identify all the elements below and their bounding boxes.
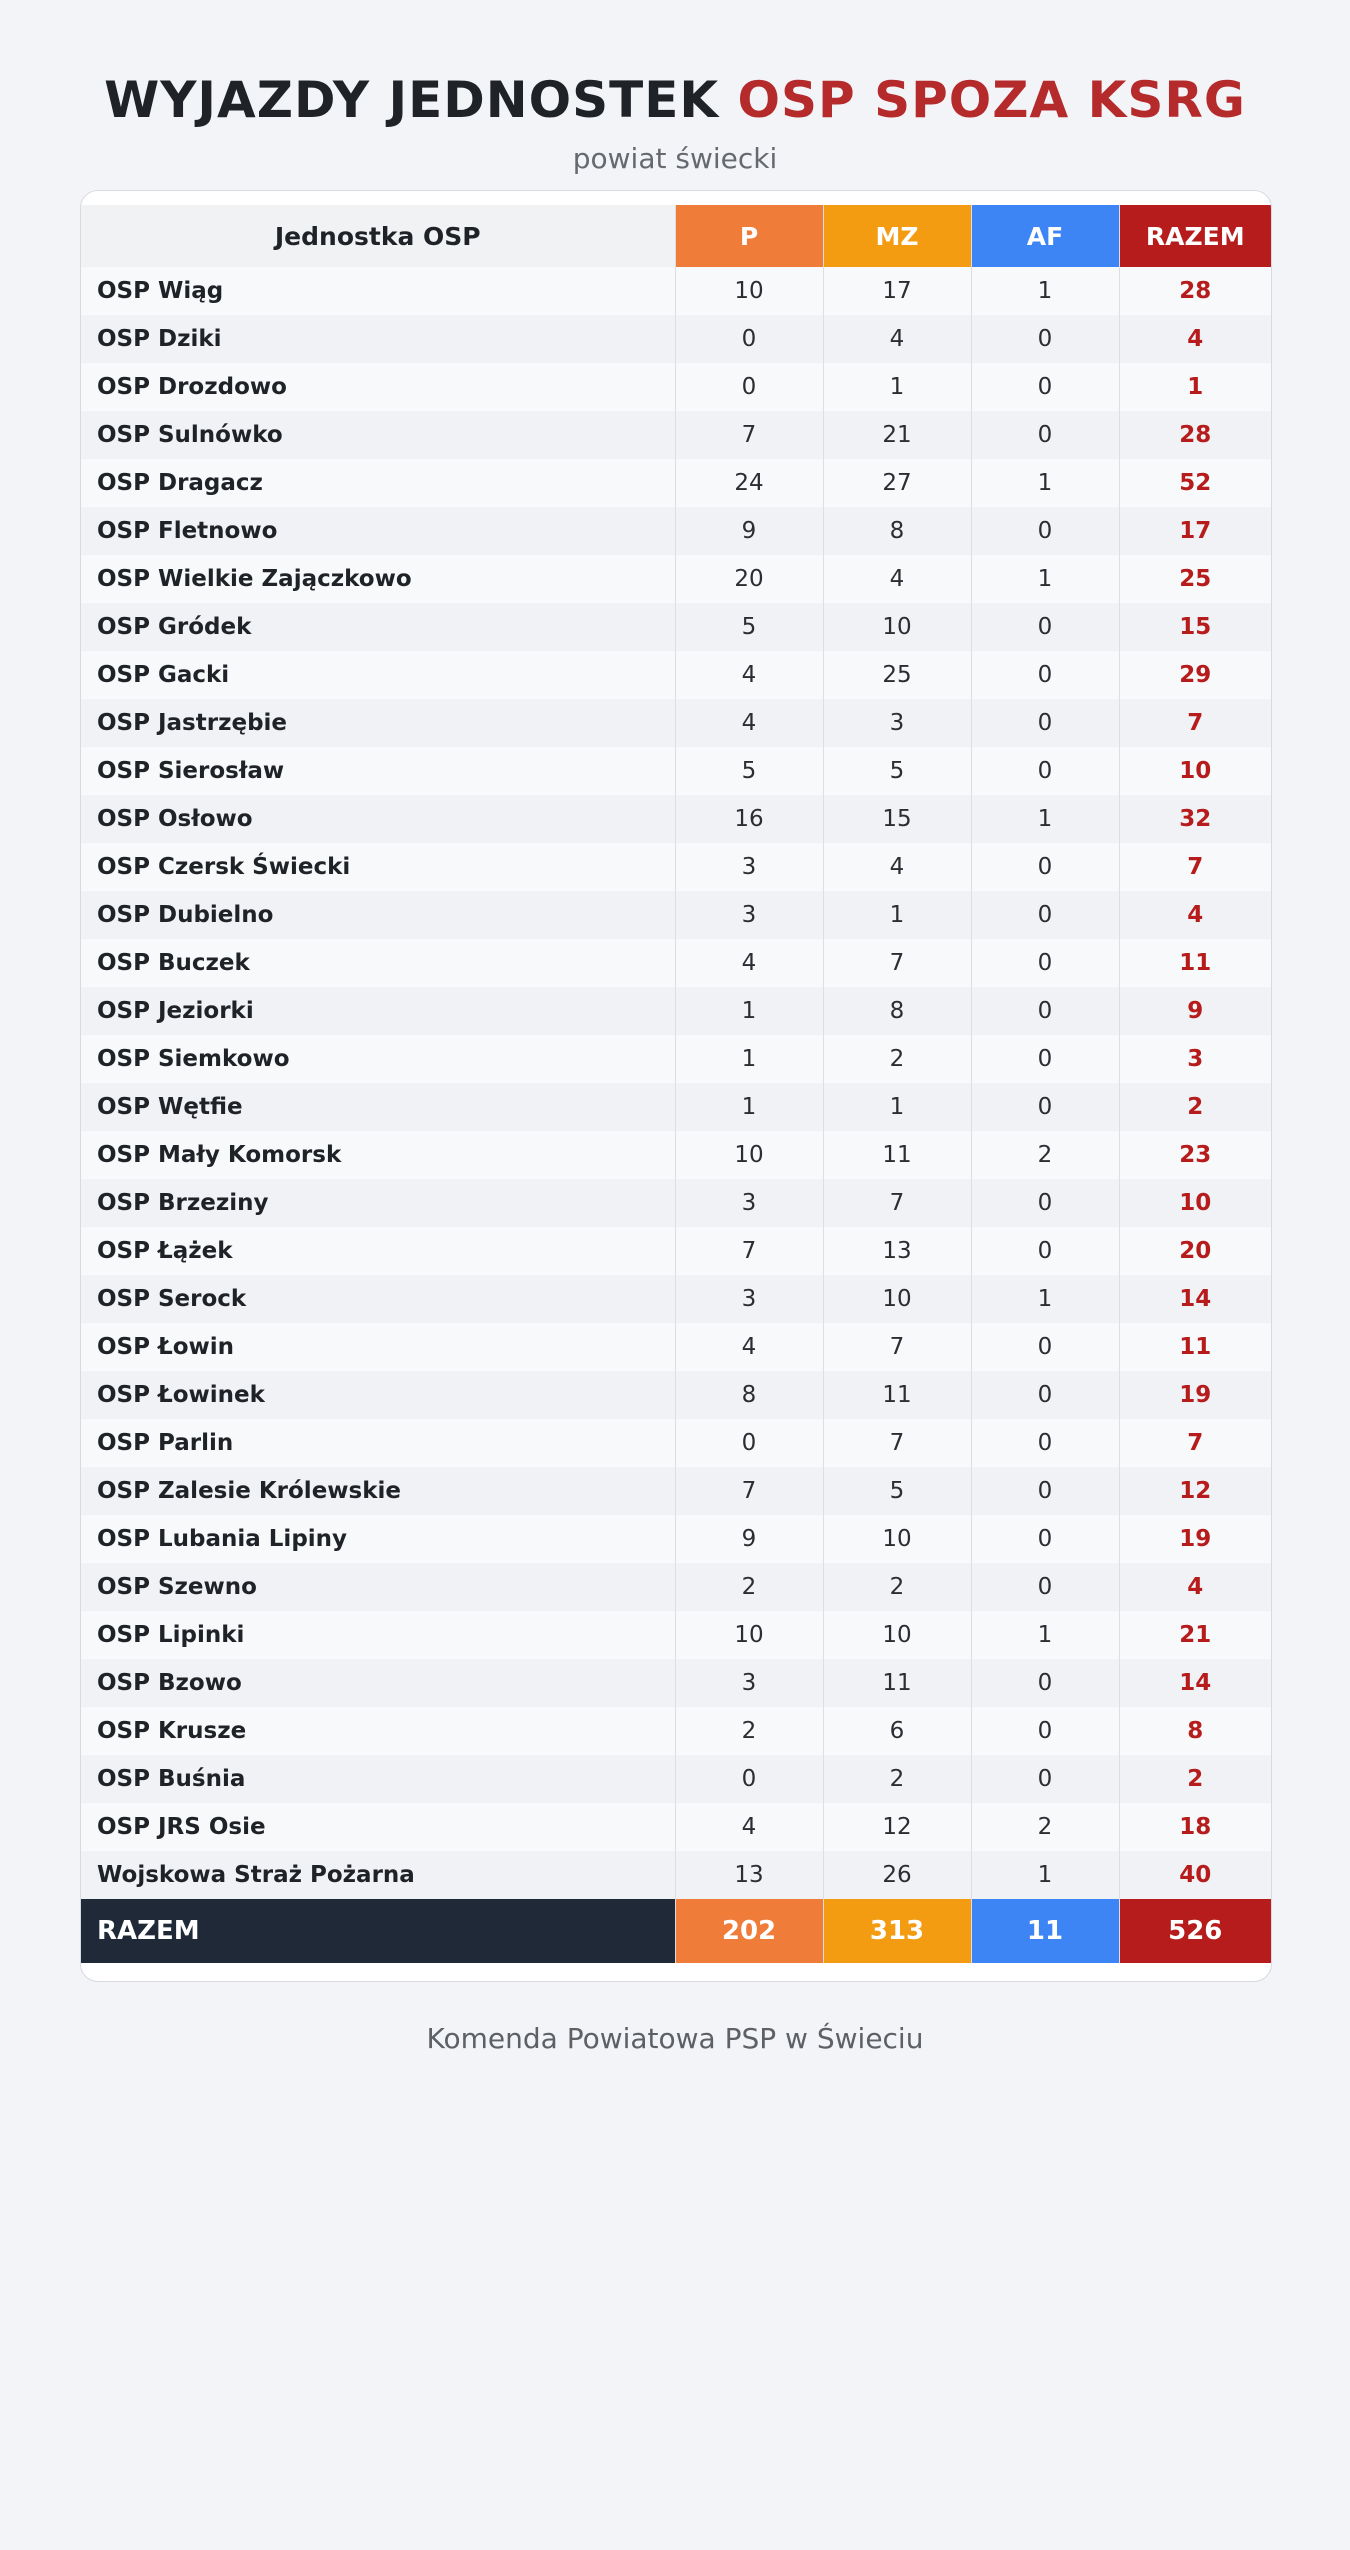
unit-name: OSP Sierosław <box>81 747 675 795</box>
value-razem: 21 <box>1119 1611 1271 1659</box>
value-razem: 28 <box>1119 411 1271 459</box>
unit-name: OSP Parlin <box>81 1419 675 1467</box>
value-razem: 11 <box>1119 1323 1271 1371</box>
value-af: 0 <box>971 1083 1119 1131</box>
value-mz: 26 <box>823 1851 971 1899</box>
unit-name: OSP Dubielno <box>81 891 675 939</box>
value-p: 5 <box>675 747 823 795</box>
table-row <box>81 1851 1271 1899</box>
value-p: 3 <box>675 843 823 891</box>
value-p: 0 <box>675 1755 823 1803</box>
value-af: 0 <box>971 1755 1119 1803</box>
unit-name: OSP Drozdowo <box>81 363 675 411</box>
value-razem: 2 <box>1119 1083 1271 1131</box>
value-razem: 9 <box>1119 987 1271 1035</box>
value-razem: 10 <box>1119 747 1271 795</box>
table-row <box>81 891 1271 939</box>
table-row <box>81 1083 1271 1131</box>
table-row <box>81 1707 1271 1755</box>
value-p: 0 <box>675 1419 823 1467</box>
table-header <box>81 205 1271 267</box>
header-mz: MZ <box>823 205 971 267</box>
value-af: 0 <box>971 1563 1119 1611</box>
value-p: 4 <box>675 699 823 747</box>
value-af: 0 <box>971 363 1119 411</box>
unit-name: OSP Osłowo <box>81 795 675 843</box>
value-p: 0 <box>675 363 823 411</box>
unit-name: OSP JRS Osie <box>81 1803 675 1851</box>
table-row <box>81 1131 1271 1179</box>
header-af: AF <box>971 205 1119 267</box>
value-p: 13 <box>675 1851 823 1899</box>
header-p: P <box>675 205 823 267</box>
unit-name: OSP Łowin <box>81 1323 675 1371</box>
value-p: 5 <box>675 603 823 651</box>
header-razem: RAZEM <box>1119 205 1271 267</box>
table-row <box>81 843 1271 891</box>
table-row <box>81 411 1271 459</box>
value-p: 20 <box>675 555 823 603</box>
value-mz: 1 <box>823 891 971 939</box>
table-row <box>81 363 1271 411</box>
value-razem: 18 <box>1119 1803 1271 1851</box>
value-mz: 3 <box>823 699 971 747</box>
value-razem: 40 <box>1119 1851 1271 1899</box>
table-row <box>81 747 1271 795</box>
value-af: 0 <box>971 939 1119 987</box>
value-mz: 11 <box>823 1659 971 1707</box>
unit-name: OSP Zalesie Królewskie <box>81 1467 675 1515</box>
table-row <box>81 507 1271 555</box>
value-mz: 10 <box>823 1275 971 1323</box>
value-p: 7 <box>675 1467 823 1515</box>
table-row <box>81 1275 1271 1323</box>
value-razem: 14 <box>1119 1659 1271 1707</box>
value-p: 3 <box>675 1659 823 1707</box>
value-af: 0 <box>971 1707 1119 1755</box>
value-af: 0 <box>971 507 1119 555</box>
table-card <box>80 190 1272 1982</box>
table-row <box>81 459 1271 507</box>
value-razem: 20 <box>1119 1227 1271 1275</box>
value-p: 4 <box>675 939 823 987</box>
value-razem: 3 <box>1119 1035 1271 1083</box>
table-row <box>81 1803 1271 1851</box>
value-p: 4 <box>675 1323 823 1371</box>
value-mz: 10 <box>823 1611 971 1659</box>
value-razem: 19 <box>1119 1371 1271 1419</box>
value-mz: 17 <box>823 267 971 315</box>
unit-name: OSP Łążek <box>81 1227 675 1275</box>
unit-name: OSP Brzeziny <box>81 1179 675 1227</box>
total-razem: 526 <box>1119 1899 1271 1963</box>
table-row <box>81 1035 1271 1083</box>
table-row <box>81 1467 1271 1515</box>
value-mz: 8 <box>823 507 971 555</box>
page-subtitle: powiat świecki <box>572 142 778 175</box>
value-p: 0 <box>675 315 823 363</box>
value-mz: 2 <box>823 1563 971 1611</box>
value-mz: 7 <box>823 1323 971 1371</box>
value-af: 0 <box>971 1659 1119 1707</box>
total-af: 11 <box>971 1899 1119 1963</box>
value-af: 0 <box>971 1467 1119 1515</box>
value-razem: 10 <box>1119 1179 1271 1227</box>
table-row <box>81 1419 1271 1467</box>
value-p: 24 <box>675 459 823 507</box>
value-af: 0 <box>971 603 1119 651</box>
unit-name: OSP Buśnia <box>81 1755 675 1803</box>
unit-name: OSP Siemkowo <box>81 1035 675 1083</box>
value-af: 0 <box>971 1227 1119 1275</box>
value-razem: 7 <box>1119 1419 1271 1467</box>
header-row <box>81 205 1271 267</box>
value-mz: 21 <box>823 411 971 459</box>
value-mz: 12 <box>823 1803 971 1851</box>
value-p: 1 <box>675 987 823 1035</box>
value-mz: 10 <box>823 603 971 651</box>
value-razem: 15 <box>1119 603 1271 651</box>
unit-name: OSP Jeziorki <box>81 987 675 1035</box>
value-af: 1 <box>971 267 1119 315</box>
value-mz: 13 <box>823 1227 971 1275</box>
table-row <box>81 987 1271 1035</box>
value-razem: 23 <box>1119 1131 1271 1179</box>
unit-name: OSP Czersk Świecki <box>81 843 675 891</box>
value-razem: 1 <box>1119 363 1271 411</box>
value-mz: 11 <box>823 1131 971 1179</box>
table-row <box>81 1563 1271 1611</box>
value-af: 0 <box>971 315 1119 363</box>
value-mz: 27 <box>823 459 971 507</box>
value-af: 0 <box>971 1179 1119 1227</box>
value-af: 0 <box>971 1371 1119 1419</box>
value-mz: 4 <box>823 843 971 891</box>
value-mz: 6 <box>823 1707 971 1755</box>
value-razem: 2 <box>1119 1755 1271 1803</box>
page-title <box>0 70 1350 130</box>
unit-name: OSP Lubania Lipiny <box>81 1515 675 1563</box>
value-p: 1 <box>675 1035 823 1083</box>
value-razem: 4 <box>1119 1563 1271 1611</box>
value-razem: 25 <box>1119 555 1271 603</box>
value-mz: 7 <box>823 1179 971 1227</box>
table-row <box>81 1227 1271 1275</box>
value-razem: 11 <box>1119 939 1271 987</box>
value-p: 10 <box>675 267 823 315</box>
unit-name: OSP Krusze <box>81 1707 675 1755</box>
value-af: 1 <box>971 459 1119 507</box>
table-row <box>81 555 1271 603</box>
value-mz: 1 <box>823 1083 971 1131</box>
value-mz: 11 <box>823 1371 971 1419</box>
value-af: 0 <box>971 1515 1119 1563</box>
value-af: 1 <box>971 1275 1119 1323</box>
value-mz: 2 <box>823 1755 971 1803</box>
table-row <box>81 603 1271 651</box>
unit-name: OSP Lipinki <box>81 1611 675 1659</box>
table-row <box>81 939 1271 987</box>
value-p: 16 <box>675 795 823 843</box>
value-p: 10 <box>675 1131 823 1179</box>
total-p: 202 <box>675 1899 823 1963</box>
data-table <box>81 205 1271 1963</box>
value-p: 3 <box>675 1179 823 1227</box>
value-razem: 8 <box>1119 1707 1271 1755</box>
value-razem: 7 <box>1119 699 1271 747</box>
unit-name: OSP Bzowo <box>81 1659 675 1707</box>
unit-name: OSP Szewno <box>81 1563 675 1611</box>
unit-name: OSP Sulnówko <box>81 411 675 459</box>
value-mz: 1 <box>823 363 971 411</box>
value-mz: 15 <box>823 795 971 843</box>
unit-name: OSP Dziki <box>81 315 675 363</box>
table-row <box>81 1659 1271 1707</box>
value-p: 3 <box>675 1275 823 1323</box>
value-p: 9 <box>675 507 823 555</box>
unit-name: OSP Serock <box>81 1275 675 1323</box>
unit-name: OSP Łowinek <box>81 1371 675 1419</box>
value-razem: 29 <box>1119 651 1271 699</box>
value-af: 0 <box>971 1035 1119 1083</box>
value-p: 7 <box>675 411 823 459</box>
value-af: 0 <box>971 987 1119 1035</box>
total-mz: 313 <box>823 1899 971 1963</box>
value-p: 4 <box>675 651 823 699</box>
value-af: 0 <box>971 1323 1119 1371</box>
table-row <box>81 1179 1271 1227</box>
value-af: 1 <box>971 1851 1119 1899</box>
unit-name: OSP Buczek <box>81 939 675 987</box>
totals-label: RAZEM <box>81 1899 675 1963</box>
value-p: 2 <box>675 1563 823 1611</box>
table-row <box>81 795 1271 843</box>
value-razem: 4 <box>1119 891 1271 939</box>
unit-name: OSP Jastrzębie <box>81 699 675 747</box>
unit-name: OSP Wielkie Zajączkowo <box>81 555 675 603</box>
value-p: 4 <box>675 1803 823 1851</box>
value-mz: 8 <box>823 987 971 1035</box>
value-af: 1 <box>971 1611 1119 1659</box>
value-razem: 17 <box>1119 507 1271 555</box>
table-row <box>81 315 1271 363</box>
value-af: 2 <box>971 1131 1119 1179</box>
value-af: 0 <box>971 651 1119 699</box>
value-af: 0 <box>971 699 1119 747</box>
title-main: WYJAZDY JEDNOSTEK <box>104 71 720 129</box>
value-mz: 7 <box>823 939 971 987</box>
unit-name: OSP Gacki <box>81 651 675 699</box>
value-p: 1 <box>675 1083 823 1131</box>
table-row <box>81 1755 1271 1803</box>
value-af: 0 <box>971 411 1119 459</box>
value-mz: 5 <box>823 747 971 795</box>
header-jednostka: Jednostka OSP <box>81 205 675 267</box>
value-razem: 4 <box>1119 315 1271 363</box>
value-af: 0 <box>971 843 1119 891</box>
totals-row <box>81 1899 1271 1963</box>
value-af: 0 <box>971 1419 1119 1467</box>
title-accent: OSP SPOZA KSRG <box>737 71 1246 129</box>
value-mz: 2 <box>823 1035 971 1083</box>
footer-source: Komenda Powiatowa PSP w Świeciu <box>426 2022 924 2055</box>
unit-name: OSP Dragacz <box>81 459 675 507</box>
unit-name: Wojskowa Straż Pożarna <box>81 1851 675 1899</box>
value-razem: 52 <box>1119 459 1271 507</box>
value-af: 2 <box>971 1803 1119 1851</box>
table-body <box>81 267 1271 1899</box>
value-af: 1 <box>971 795 1119 843</box>
value-razem: 19 <box>1119 1515 1271 1563</box>
table-row <box>81 1611 1271 1659</box>
value-razem: 32 <box>1119 795 1271 843</box>
value-p: 7 <box>675 1227 823 1275</box>
value-mz: 5 <box>823 1467 971 1515</box>
value-mz: 4 <box>823 555 971 603</box>
page-header <box>0 0 1350 176</box>
table-row <box>81 1515 1271 1563</box>
value-mz: 10 <box>823 1515 971 1563</box>
value-p: 8 <box>675 1371 823 1419</box>
value-p: 3 <box>675 891 823 939</box>
value-mz: 7 <box>823 1419 971 1467</box>
table-row <box>81 267 1271 315</box>
unit-name: OSP Gródek <box>81 603 675 651</box>
table-row <box>81 1371 1271 1419</box>
value-p: 10 <box>675 1611 823 1659</box>
value-af: 1 <box>971 555 1119 603</box>
value-razem: 14 <box>1119 1275 1271 1323</box>
table-footer <box>81 1899 1271 1963</box>
value-mz: 25 <box>823 651 971 699</box>
unit-name: OSP Fletnowo <box>81 507 675 555</box>
value-af: 0 <box>971 747 1119 795</box>
unit-name: OSP Mały Komorsk <box>81 1131 675 1179</box>
table-row <box>81 651 1271 699</box>
value-razem: 12 <box>1119 1467 1271 1515</box>
table-row <box>81 699 1271 747</box>
value-razem: 7 <box>1119 843 1271 891</box>
value-af: 0 <box>971 891 1119 939</box>
value-mz: 4 <box>823 315 971 363</box>
unit-name: OSP Wiąg <box>81 267 675 315</box>
value-p: 2 <box>675 1707 823 1755</box>
value-p: 9 <box>675 1515 823 1563</box>
unit-name: OSP Wętfie <box>81 1083 675 1131</box>
table-row <box>81 1323 1271 1371</box>
value-razem: 28 <box>1119 267 1271 315</box>
